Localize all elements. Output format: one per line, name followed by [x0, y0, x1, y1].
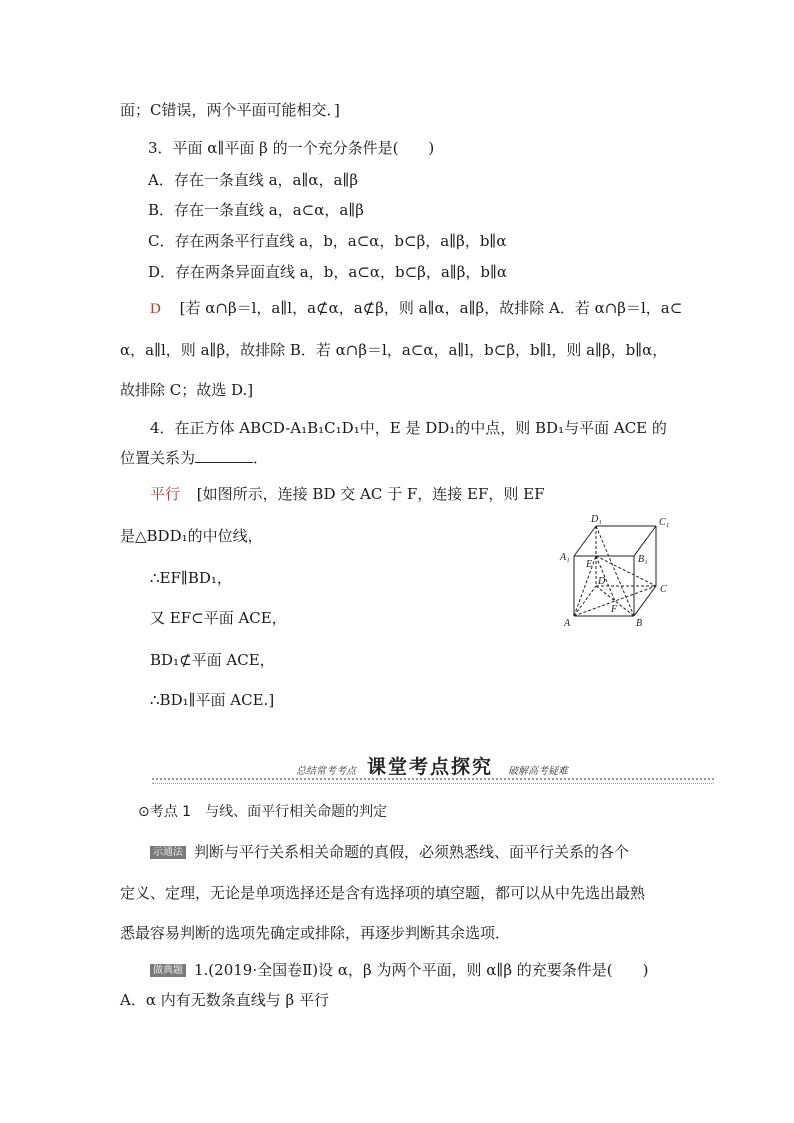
- example-question-1: [150, 960, 648, 980]
- question-4-explanation-line1: [150, 484, 545, 504]
- question-4-stem-line1: 4．在正方体 ABCD-A₁B₁C₁D₁中，E 是 DD₁的中点，则 BD₁与平面 ACE 的: [150, 419, 667, 437]
- label-F: F: [611, 604, 618, 615]
- continuation-line: 面；C错误，两个平面可能相交．]: [120, 101, 340, 119]
- answer-blank: [195, 448, 253, 463]
- label-B: B: [636, 618, 643, 629]
- question-3-explanation-line1: [150, 298, 682, 319]
- label-D: D: [598, 576, 606, 587]
- diag-BD1-hidden: [596, 526, 634, 616]
- section-banner: [152, 752, 714, 782]
- question-3-option-b: B．存在一条直线 a，a⊂α，a∥β: [148, 201, 364, 219]
- method-paragraph-line1: [150, 842, 629, 862]
- question-3-explanation-text1: [若 α∩β＝l，a∥l，a⊄α，a⊄β，则 a∥α，a∥β，故排除 A．若 α∩β＝l，a⊂: [179, 299, 683, 317]
- question-3-explanation-line3: 故排除 C；故选 D.]: [120, 381, 254, 399]
- question-3-option-d: D．存在两条异面直线 a，b，a⊂α，b⊂β，a∥β，b∥α: [148, 263, 508, 281]
- question-4-explanation-line5: BD₁⊄平面 ACE，: [150, 651, 275, 669]
- knowledge-point-title: ⊙考点 1 与线、面平行相关命题的判定: [138, 804, 388, 820]
- example-tag: 做典题: [150, 964, 186, 977]
- label-E: E: [586, 559, 593, 570]
- banner-right-caption: 破解高考疑难: [508, 766, 568, 777]
- banner-left-caption: 总结常考考点: [296, 766, 356, 777]
- label-B1: B₁: [638, 554, 648, 565]
- method-text1: 判断与平行关系相关命题的真假，必须熟悉线、面平行关系的各个: [194, 843, 630, 861]
- method-paragraph-line3: 悉最容易判断的选项先确定或排除，再逐步判断其余选项．: [120, 924, 511, 942]
- question-3-answer: D: [150, 301, 161, 317]
- banner-divider: [152, 778, 714, 784]
- cube-diagram: [556, 512, 686, 634]
- method-paragraph-line2: 定义、定理，无论是单项选择还是含有选择项的填空题，都可以从中先选出最熟: [120, 884, 646, 902]
- question-3-stem: 3．平面 α∥平面 β 的一个充分条件是( ): [148, 139, 435, 157]
- question-4-stem-end: ．: [253, 449, 269, 467]
- question-4-explanation-line3: ∴EF∥BD₁，: [150, 569, 232, 587]
- label-A1: A₁: [560, 552, 570, 563]
- question-4-explanation-line4: 又 EF⊂平面 ACE，: [150, 609, 287, 627]
- label-C1: C₁: [659, 517, 670, 528]
- label-A: A: [564, 618, 571, 629]
- label-C: C: [660, 584, 667, 595]
- question-3-explanation-line2: α，a∥l，则 a∥β，故排除 B．若 α∩β＝l，a⊂α，a∥l，b⊂β，b∥l，则 a∥β，b∥α，: [120, 341, 668, 359]
- question-4-answer: 平行: [150, 485, 181, 503]
- method-tag: 示通法: [150, 846, 186, 859]
- question-4-explanation-line6: ∴BD₁∥平面 ACE.]: [150, 691, 275, 709]
- banner-title: 课堂考点探究: [367, 756, 494, 778]
- example-question-1-stem: 1.(2019·全国卷Ⅱ)设 α，β 为两个平面，则 α∥β 的充要条件是( ): [194, 961, 649, 979]
- question-4-stem-line2: [120, 448, 268, 468]
- edge-A1D1: [574, 526, 596, 556]
- seg-AE-hidden: [574, 556, 596, 616]
- question-4-stem-text: 位置关系为: [120, 449, 196, 467]
- label-D1: D₁: [591, 514, 602, 525]
- example-question-1-option-a: A．α 内有无数条直线与 β 平行: [120, 991, 329, 1009]
- question-3-option-a: A．存在一条直线 a，a∥α，a∥β: [148, 171, 359, 189]
- question-3-option-c: C．存在两条平行直线 a，b，a⊂α，b⊂β，a∥β，b∥α: [148, 232, 507, 250]
- question-4-explanation-line2: 是△BDD₁的中位线，: [120, 527, 263, 545]
- cube-figure: [556, 512, 686, 634]
- edge-B1C1: [634, 526, 656, 556]
- question-4-explanation-text1: [如图所示，连接 BD 交 AC 于 F，连接 EF，则 EF: [196, 485, 545, 503]
